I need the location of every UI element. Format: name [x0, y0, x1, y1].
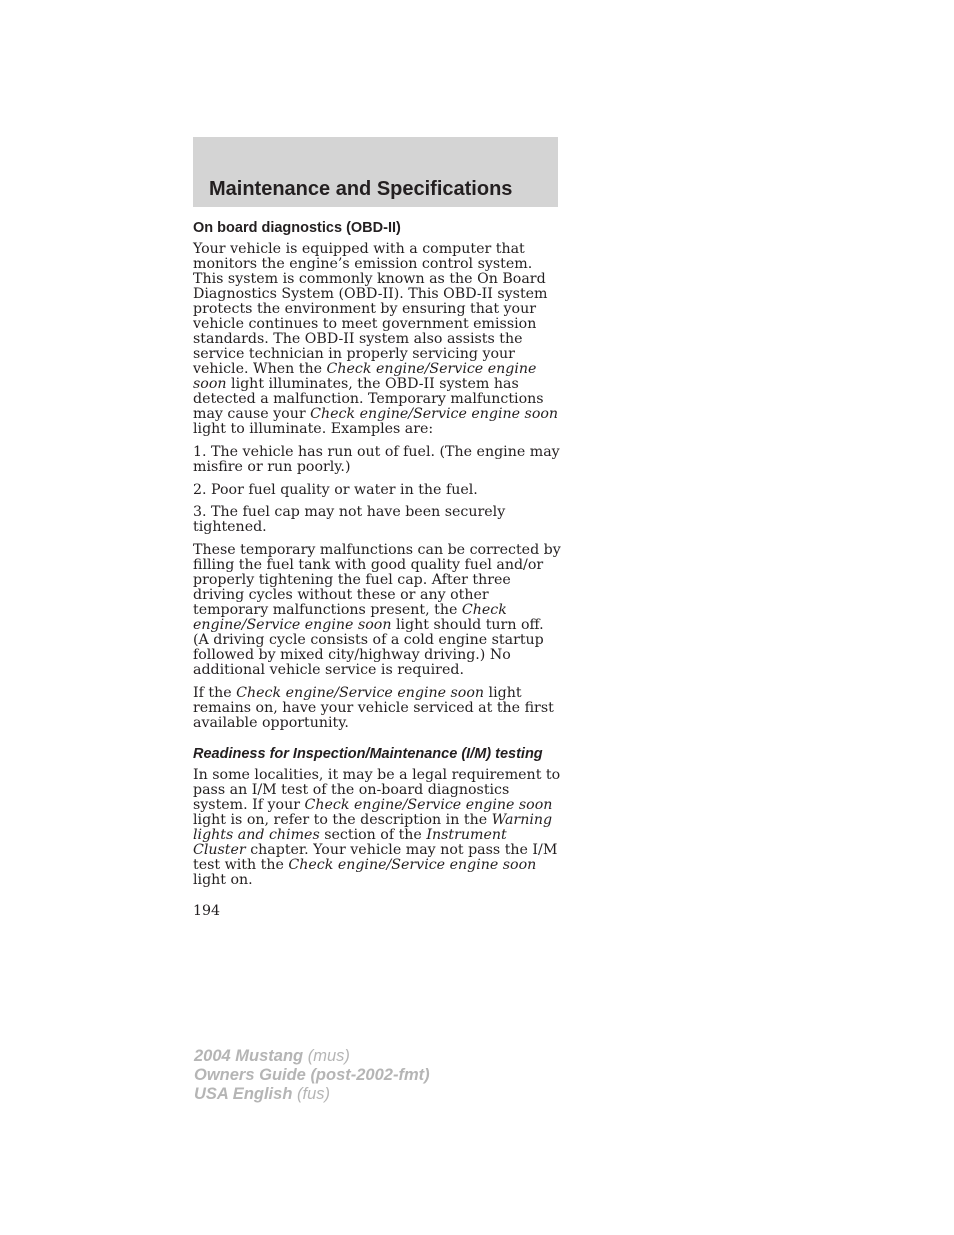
footer-model-line: 2004 Mustang (mus): [194, 1047, 350, 1065]
temporary-malfunctions-paragraph: These temporary malfunctions can be corrected by filling the fuel tank with good quality fuel and/or properly tightening the fuel cap. After three driving cycles without these or any other temporary malfunctions present, the Check engine/Service engine soon light should turn off. (A driving cycle consists of a cold engine startup followed by mixed city/highway driving.) No additional vehicle service is required.: [193, 542, 561, 678]
warning-light-name: Check engine/Service engine soon: [193, 602, 507, 633]
page-content: [193, 220, 561, 919]
chapter-title: Maintenance and Specifications: [209, 178, 513, 200]
warning-light-name: Check engine/Service engine soon: [310, 406, 559, 422]
list-item: 3. The fuel cap may not have been securely tightened.: [193, 504, 506, 535]
list-item: 2. Poor fuel quality or water in the fuel.: [193, 482, 478, 498]
page-number: 194: [193, 903, 221, 919]
chapter-reference: Instrument Cluster: [193, 827, 507, 858]
section-reference: Warning lights and chimes: [193, 812, 553, 843]
list-item: 1. The vehicle has run out of fuel. (The engine may misfire or run poorly.): [193, 444, 560, 475]
light-remains-on-paragraph: If the Check engine/Service engine soon light remains on, have your vehicle serviced at the first available opportunity.: [193, 685, 554, 731]
warning-light-name: Check engine/Service engine soon: [193, 361, 537, 392]
subsection-heading: Readiness for Inspection/Maintenance (I/M) testing: [193, 746, 543, 762]
warning-light-name: Check engine/Service engine soon: [304, 797, 553, 813]
footer-guide-line: Owners Guide (post-2002-fmt): [194, 1066, 430, 1084]
warning-light-name: Check engine/Service engine soon: [236, 685, 485, 701]
im-testing-paragraph: In some localities, it may be a legal requirement to pass an I/M test of the on-board diagnostics system. If your Check engine/Service engine soon light is on, refer to the description in the Warning lights and chimes section of the Instrument Cluster chapter. Your vehicle may not pass the I/M test with the Check engine/Service engine soon light on.: [193, 767, 561, 888]
section-heading: On board diagnostics (OBD-II): [193, 220, 401, 236]
footer-language-line: USA English (fus): [194, 1085, 330, 1103]
obd-intro-paragraph: Your vehicle is equipped with a computer that monitors the engine’s emission control system. This system is commonly known as the On Board Diagnostics System (OBD-II). This OBD-II system protects the environment by ensuring that your vehicle continues to meet government emission standards. The OBD-II system also assists the service technician in properly servicing your vehicle. When the Check engine/Service engine soon light illuminates, the OBD-II system has detected a malfunction. Temporary malfunctions may cause your Check engine/Service engine soon light to illuminate. Examples are:: [193, 241, 559, 437]
warning-light-name: Check engine/Service engine soon: [288, 857, 537, 873]
document-footer: [194, 1047, 430, 1104]
chapter-header: [193, 137, 558, 207]
